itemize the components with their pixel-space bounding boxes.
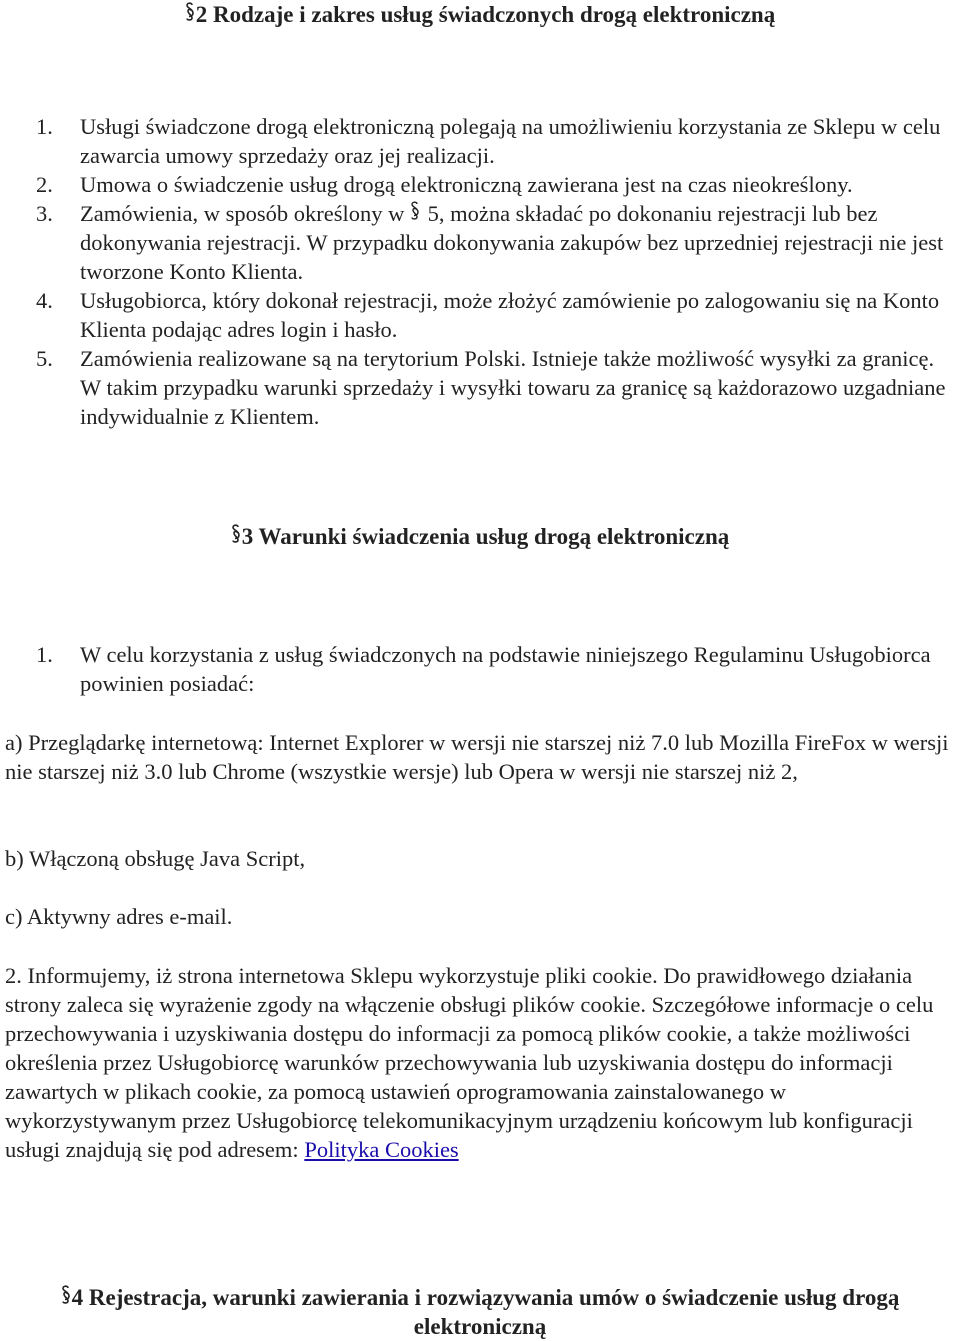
item-text: Zamówienia, w sposób określony w — [80, 201, 405, 226]
list-item — [36, 344, 956, 431]
item-text: 5, można składać po dokonaniu rejestracji lub bez dokonywania rejestracji. W przypadku dokonywania zakupów bez uprzedniej rejestracji nie jest tworzone Konto Klienta. — [80, 201, 944, 284]
list-item — [36, 112, 956, 170]
item-text: Zamówienia realizowane są na terytorium Polski. Istnieje także możliwość wysyłki za granicę. W takim przypadku warunki sprzedaży i wysyłki towaru za granicę są każdorazowo uzgadniane indywidualnie z Klientem. — [80, 346, 946, 429]
cookies-policy-link[interactable]: Polityka Cookies — [304, 1137, 459, 1162]
paragraph-sign-icon — [185, 1, 195, 27]
list-item — [36, 199, 956, 286]
section-4-title-text: 4 Rejestracja, warunki zawierania i rozwiązywania umów o świadczenie usług drogą elektroniczną — [71, 1285, 900, 1339]
requirement-b: b) Włączoną obsługę Java Script, — [5, 846, 306, 871]
item-text: W celu korzystania z usług świadczonych na podstawie niniejszego Regulaminu Usługobiorca powinien posiadać: — [80, 642, 931, 696]
cookie-info-text: 2. Informujemy, iż strona internetowa Sklepu wykorzystuje pliki cookie. Do prawidłowego działania strony zaleca się wyrażenie zgody na włączenie obsługi plików cookie. Szczegółowe informacje o celu przechowywania i uzyskiwania dostępu do informacji za pomocą plików cookie, a także możliwości określenia przez Usługobiorcę warunków przechowywania lub uzyskiwania dostępu do informacji zawartych w plikach cookie, za pomocą ustawień oprogramowania zainstalowanego w wykorzystywanym przez Usługobiorcę telekomunikacyjnym urządzeniu końcowym lub konfiguracji usługi znajdują się pod adresem: — [5, 963, 934, 1162]
item-number: 1. — [36, 642, 53, 667]
requirement-c: c) Aktywny adres e-mail. — [5, 904, 233, 929]
item-text: Usługi świadczone drogą elektroniczną polegają na umożliwieniu korzystania ze Sklepu w celu zawarcia umowy sprzedaży oraz jej realizacji. — [80, 114, 941, 168]
list-item — [36, 286, 956, 344]
section-3-item-1 — [36, 640, 956, 698]
section-2-title-text: 2 Rodzaje i zakres usług świadczonych drogą elektroniczną — [195, 2, 776, 27]
paragraph-sign-icon — [61, 1284, 71, 1310]
section-2-title — [0, 0, 960, 29]
item-number: 3. — [36, 201, 53, 226]
section-4-title — [0, 1283, 960, 1341]
paragraph-sign-icon — [231, 523, 241, 549]
list-item — [36, 170, 956, 199]
item-text: Umowa o świadczenie usług drogą elektroniczną zawierana jest na czas nieokreślony. — [80, 172, 853, 197]
item-number: 4. — [36, 288, 53, 313]
item-number: 1. — [36, 114, 53, 139]
section-3-title — [0, 522, 960, 551]
section-3-title-text: 3 Warunki świadczenia usług drogą elektroniczną — [241, 524, 730, 549]
item-text: Usługobiorca, który dokonał rejestracji, może złożyć zamówienie po zalogowaniu się na Konto Klienta podając adres login i hasło. — [80, 288, 940, 342]
paragraph-sign-icon — [410, 200, 420, 226]
item-number: 5. — [36, 346, 53, 371]
section-2-list — [36, 112, 956, 431]
requirement-a: a) Przeglądarkę internetową: Internet Explorer w wersji nie starszej niż 7.0 lub Mozilla FireFox w wersji nie starszej niż 3.0 lub Chrome (wszystkie wersje) lub Opera w wersji nie starszej niż 2, — [5, 730, 949, 784]
item-number: 2. — [36, 172, 53, 197]
cookie-info-paragraph — [5, 961, 960, 1164]
